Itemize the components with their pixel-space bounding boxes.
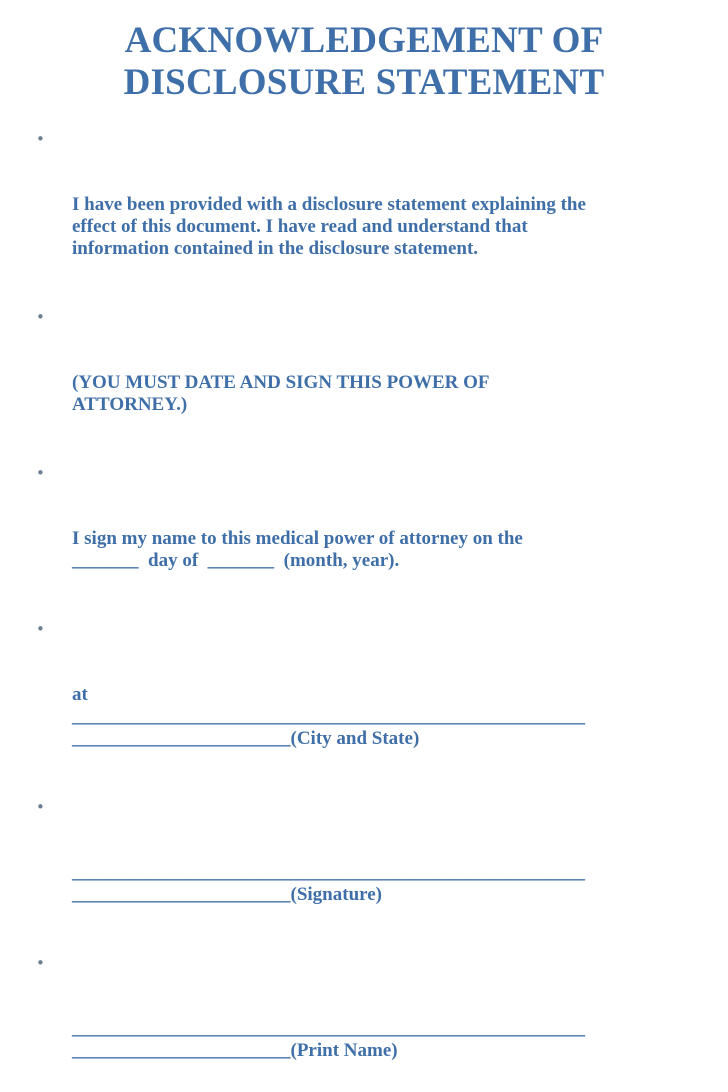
bullet-item-signature bbox=[36, 796, 716, 950]
bullet-list bbox=[36, 128, 716, 1092]
title-line-1: ACKNOWLEDGEMENT OF bbox=[124, 20, 604, 61]
bullet-item-date bbox=[36, 462, 716, 616]
bullet-marker: • bbox=[36, 130, 45, 148]
bullet-text: ______________________________________________________ _______________________(Print Name) bbox=[72, 1018, 585, 1061]
bullet-text: I have been provided with a disclosure statement explaining the effect of this document. I have read and understand that information contained in the disclosure statement. bbox=[72, 194, 586, 259]
bullet-item-print-name bbox=[36, 952, 716, 1092]
bullet-text: at ______________________________________________________ _______________________(City and State) bbox=[72, 684, 585, 749]
bullet-marker: • bbox=[36, 308, 45, 326]
bullet-item-must-sign bbox=[36, 306, 716, 460]
title-line-2: DISCLOSURE STATEMENT bbox=[123, 62, 605, 103]
bullet-marker: • bbox=[36, 620, 45, 638]
bullet-text: I sign my name to this medical power of attorney on the _______ day of _______ (month, year). bbox=[72, 528, 523, 571]
bullet-item-city-state bbox=[36, 618, 716, 794]
bullet-item-disclosure bbox=[36, 128, 716, 304]
bullet-marker: • bbox=[36, 954, 45, 972]
page-title bbox=[72, 20, 656, 104]
bullet-marker: • bbox=[36, 464, 45, 482]
bullet-text: (YOU MUST DATE AND SIGN THIS POWER OF ATTORNEY.) bbox=[72, 372, 490, 415]
bullet-marker: • bbox=[36, 798, 45, 816]
bullet-text: ______________________________________________________ _______________________(Signature) bbox=[72, 862, 585, 905]
